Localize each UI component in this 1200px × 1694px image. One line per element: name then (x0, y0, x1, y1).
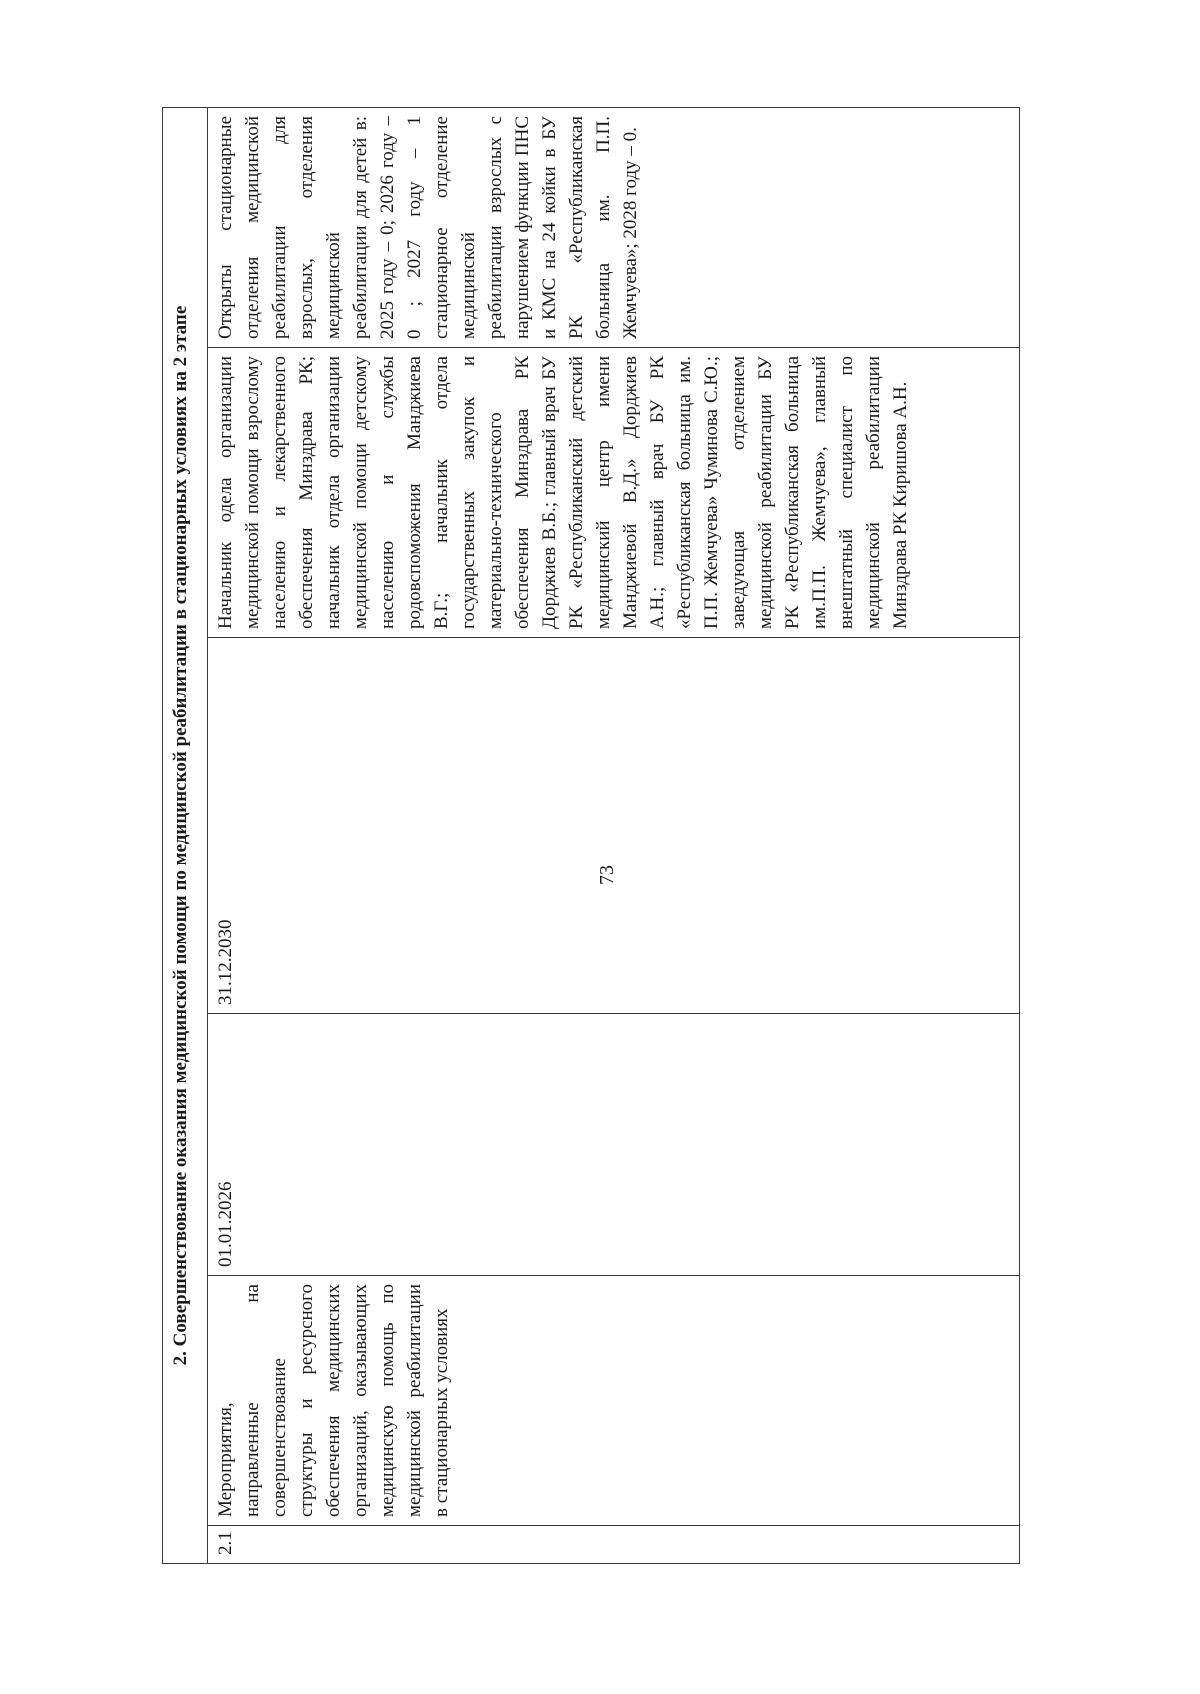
end-date-cell: 31.12.2030 (208, 638, 1020, 1014)
plan-table (162, 107, 1020, 1564)
page-number: 73 (596, 865, 618, 885)
table-row (208, 108, 1020, 1564)
section-header-row (163, 108, 208, 1564)
result-cell: Открыты стационарные отделения медицинской реабилитации для взрослых, отделения медицинской реабилитации для детей в: 2025 году – 0; 2026 году – 0 ; 2027 году – 1 стационарное отделение медицинской реабилитации взрослых с нарушением функции ПНС и КМС на 24 койки в БУ РК «Республиканская больница им. П.П. Жемчуева»; 2028 году – 0. (208, 108, 1020, 348)
row-number: 2.1 (208, 1526, 1020, 1564)
activity-cell: Мероприятия, направленные на совершенствование структуры и ресурсного обеспечения медицинских организаций, оказывающих медицинскую помощь по медицинской реабилитации в стационарных условиях (208, 1276, 1020, 1526)
rotated-table-area (162, 108, 1020, 1564)
start-date-cell: 01.01.2026 (208, 1014, 1020, 1276)
section-title: 2. Совершенствование оказания медицинской помощи по медицинской реабилитации в стационарных условиях на 2 этапе (163, 108, 208, 1564)
responsible-cell: Начальник одела организации медицинской помощи взрослому населению и лекарственного обеспечения Минздрава РК; начальник отдела организации медицинской помощи детскому населению и службы родовспоможения Манджиева В.Г.; начальник отдела государственных закупок и материально-технического обеспечения Минздрава РК Дорджиев В.Б.; главный врач БУ РК «Республиканский детский медицинский центр имени Манджиевой В.Д.» Дорджиев А.Н.; главный врач БУ РК «Республиканская больница им. П.П. Жемчуева» Чуминова С.Ю.; заведующая отделением медицинской реабилитации БУ РК «Республиканская больница им.П.П. Жемчуева», главный внештатный специалист по медицинской реабилитации Минздрава РК Киришова А.Н. (208, 348, 1020, 638)
